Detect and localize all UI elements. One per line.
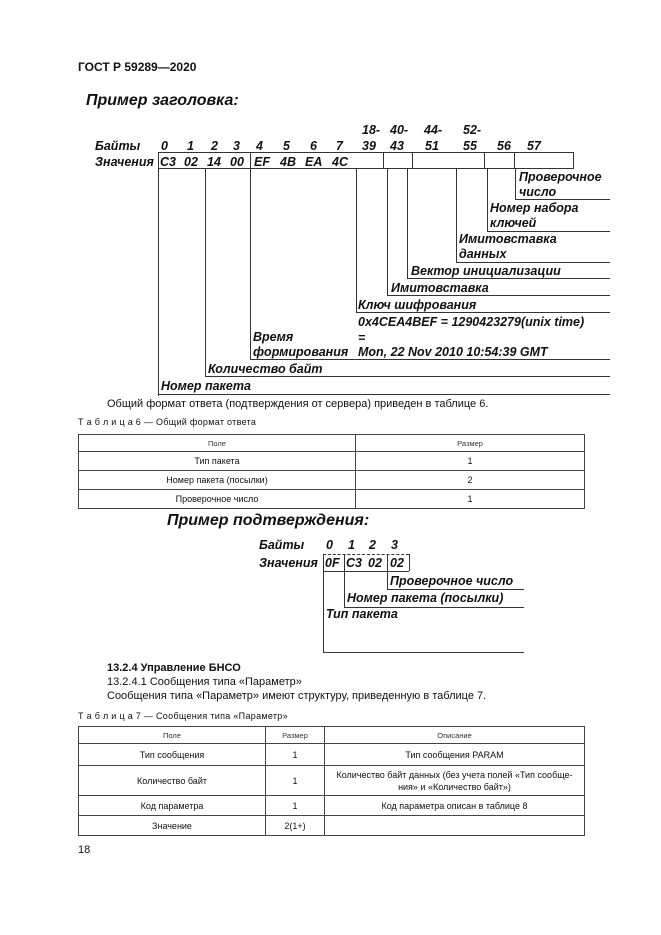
bytes-label: Байты <box>259 538 305 552</box>
byte-range-label: 52- <box>463 123 482 137</box>
byte-index: 1 <box>187 139 194 153</box>
byte-index: 3 <box>233 139 240 153</box>
annotation-packet-number: Номер пакета <box>161 379 251 393</box>
value-box-sep <box>514 152 515 169</box>
table7-header-description: Описание <box>325 727 585 744</box>
annotation-data-mac: Имитовставка <box>459 232 557 246</box>
byte-range-label: 51 <box>425 139 439 153</box>
table6-cell: Тип пакета <box>79 452 356 471</box>
example-confirm-title: Пример подтверждения: <box>167 512 370 529</box>
table7-cell: 1 <box>266 744 325 766</box>
table-row <box>79 796 585 816</box>
annotation-underline <box>387 589 524 590</box>
table6-header-size: Размер <box>356 435 585 452</box>
byte-index: 7 <box>336 139 343 153</box>
table7-cell: Тип сообщения <box>79 744 266 766</box>
byte-range-label: 44- <box>424 123 443 137</box>
byte-index: 2 <box>211 139 218 153</box>
table-row <box>79 766 585 796</box>
byte-index: 57 <box>527 139 541 153</box>
page-number: 18 <box>78 844 91 856</box>
leader-line <box>387 168 388 296</box>
annotation-underline <box>323 652 524 653</box>
annotation-time-date: Mon, 22 Nov 2010 10:54:39 GMT <box>358 345 548 359</box>
table7-cell <box>325 766 585 796</box>
table-row <box>79 471 585 490</box>
value-box-sep <box>484 152 485 169</box>
byte-index: 6 <box>310 139 317 153</box>
annotation-keyset: ключей <box>490 216 537 230</box>
table7-caption: Т а б л и ц а 7 — Сообщения типа «Параметр» <box>78 711 288 721</box>
byte-range-label: 18- <box>362 123 381 137</box>
value-box-bottom <box>158 168 574 169</box>
leader-line <box>407 168 408 279</box>
value-box-sep <box>383 152 384 169</box>
byte-range-label: 55 <box>463 139 477 153</box>
byte-index: 5 <box>283 139 290 153</box>
table-row <box>79 490 585 509</box>
section-subheading: 13.2.4.1 Сообщения типа «Параметр» <box>107 676 302 688</box>
confirm-annotation-checksum: Проверочное число <box>390 574 514 588</box>
leader-line <box>205 168 206 377</box>
annotation-checksum: Проверочное <box>519 170 602 184</box>
leader-line <box>487 168 488 231</box>
table-row <box>79 744 585 766</box>
table6-cell: Проверочное число <box>79 490 356 509</box>
table6-cell: 1 <box>356 490 585 509</box>
annotation-time-value: 0x4CEA4BEF = 1290423279(unix time) <box>358 315 585 329</box>
value-box-sep <box>412 152 413 169</box>
table6 <box>78 434 585 509</box>
leader-line <box>323 554 324 652</box>
byte-value: C3 <box>160 155 176 169</box>
byte-value: C3 <box>346 556 362 570</box>
byte-value: EF <box>254 155 270 169</box>
table7 <box>78 726 585 836</box>
table7-cell: 2(1+) <box>266 816 325 836</box>
values-label: Значения <box>95 155 154 169</box>
annotation-underline <box>205 376 610 377</box>
leader-line <box>456 168 457 263</box>
table6-cell: 2 <box>356 471 585 490</box>
table7-cell: 1 <box>266 796 325 816</box>
values-label: Значения <box>259 556 318 570</box>
bytes-label: Байты <box>95 139 141 153</box>
annotation-init-vector: Вектор инициализации <box>411 264 561 278</box>
table7-cell <box>325 816 585 836</box>
byte-range-label: 40- <box>390 123 409 137</box>
byte-value: 02 <box>368 556 382 570</box>
byte-index: 1 <box>348 538 355 552</box>
byte-value: 14 <box>207 155 221 169</box>
annotation-underline <box>515 199 610 200</box>
annotation-time-label: формирования <box>253 345 349 359</box>
table7-cell: Значение <box>79 816 266 836</box>
annotation-checksum: число <box>519 185 557 199</box>
byte-value: 4C <box>332 155 348 169</box>
annotation-underline <box>387 295 610 296</box>
annotation-underline <box>250 359 610 360</box>
table7-cell: Тип сообщения PARAM <box>325 744 585 766</box>
annotation-underline <box>456 262 610 263</box>
value-box-top <box>323 554 409 555</box>
paragraph-response-format: Общий формат ответа (подтверждения от сервера) приведен в таблице 6. <box>107 398 489 410</box>
value-box-right <box>573 152 574 169</box>
example-header-title: Пример заголовка: <box>86 92 239 109</box>
annotation-time-eq: = <box>358 331 366 345</box>
leader-line <box>387 571 388 589</box>
leader-line <box>158 152 159 396</box>
section-heading: 13.2.4 Управление БНСО <box>107 662 241 674</box>
annotation-underline <box>407 278 610 279</box>
table-row <box>79 452 585 471</box>
annotation-data-mac: данных <box>459 247 507 261</box>
annotation-mac: Имитовставка <box>391 281 489 295</box>
leader-line <box>250 168 251 360</box>
table7-cell-line: Количество байт данных (без учета полей «Тип сообще- <box>336 769 573 780</box>
annotation-underline <box>356 312 610 313</box>
annotation-underline <box>158 394 610 395</box>
confirm-annotation-packet-number: Номер пакета (посылки) <box>347 591 504 605</box>
table7-cell: Код параметра <box>79 796 266 816</box>
table6-cell: Номер пакета (посылки) <box>79 471 356 490</box>
byte-value: 4B <box>280 155 296 169</box>
byte-range-label: 39 <box>362 139 376 153</box>
byte-value: 00 <box>230 155 244 169</box>
table7-header-field: Поле <box>79 727 266 744</box>
byte-value: EA <box>305 155 323 169</box>
byte-index: 0 <box>326 538 333 552</box>
table-row <box>79 816 585 836</box>
confirm-annotation-packet-type: Тип пакета <box>326 607 398 621</box>
table7-cell: Код параметра описан в таблице 8 <box>325 796 585 816</box>
table6-cell: 1 <box>356 452 585 471</box>
byte-value: 02 <box>390 556 404 570</box>
value-box-bottom <box>323 571 409 572</box>
byte-index: 0 <box>161 139 168 153</box>
table7-cell-line: ния» и «Количество байт») <box>398 781 511 792</box>
table7-cell: 1 <box>266 766 325 796</box>
value-box-sep <box>250 152 251 169</box>
byte-index: 2 <box>369 538 376 552</box>
byte-value: 02 <box>184 155 198 169</box>
table7-header-size: Размер <box>266 727 325 744</box>
annotation-keyset: Номер набора <box>490 201 579 215</box>
table7-cell: Количество байт <box>79 766 266 796</box>
table6-header-field: Поле <box>79 435 356 452</box>
byte-index: 4 <box>256 139 263 153</box>
document-id: ГОСТ Р 59289—2020 <box>78 60 197 74</box>
value-box-sep <box>344 554 345 571</box>
leader-line <box>356 168 357 313</box>
annotation-byte-count: Количество байт <box>208 362 323 376</box>
leader-line <box>515 168 516 200</box>
table6-caption: Т а б л и ц а 6 — Общий формат ответа <box>78 417 257 427</box>
leader-line <box>344 571 345 607</box>
annotation-time-label: Время <box>253 330 294 344</box>
byte-index: 3 <box>391 538 398 552</box>
value-box-right <box>409 554 410 571</box>
byte-range-label: 43 <box>390 139 404 153</box>
value-box-top <box>158 152 574 153</box>
annotation-enc-key: Ключ шифрования <box>358 298 477 312</box>
value-box-sep <box>387 554 388 571</box>
byte-value: 0F <box>325 556 340 570</box>
byte-index: 56 <box>497 139 511 153</box>
section-paragraph: Сообщения типа «Параметр» имеют структуру, приведенную в таблице 7. <box>107 690 487 702</box>
